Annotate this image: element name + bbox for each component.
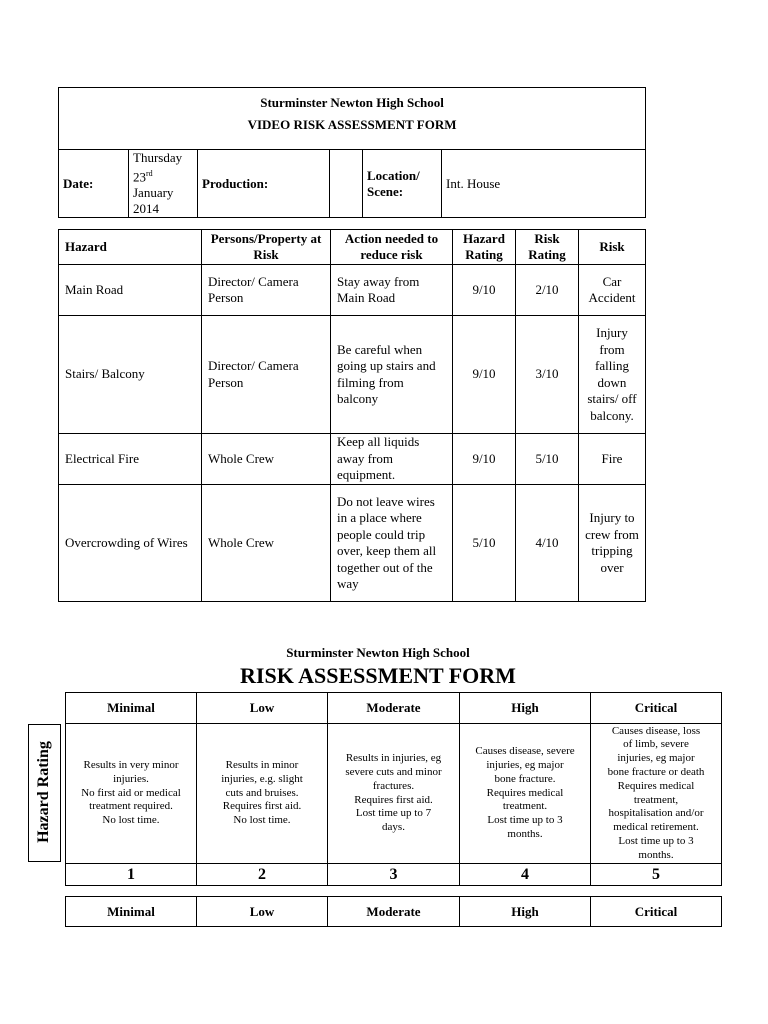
date-value: Thursday 23rd January 2014 [129, 150, 198, 218]
header-persons: Persons/Property at Risk [202, 230, 331, 265]
cell-risk-rating: 3/10 [516, 316, 579, 434]
rating-number-4: 4 [460, 864, 591, 886]
date-label: Date: [59, 150, 129, 218]
bottom-level-critical: Critical [591, 897, 722, 927]
rating-number-2: 2 [197, 864, 328, 886]
desc-critical: Causes disease, loss of limb, severe injuries, eg major bone fracture or death Requires medical treatment, hospitalisation and/or medical retirement. Lost time up to 3 months. [591, 724, 722, 864]
cell-hazard-rating: 9/10 [453, 316, 516, 434]
bottom-level-minimal: Minimal [66, 897, 197, 927]
cell-hazard: Electrical Fire [59, 434, 202, 485]
cell-hazard-rating: 5/10 [453, 485, 516, 602]
cell-hazard: Overcrowding of Wires [59, 485, 202, 602]
cell-risk-rating: 4/10 [516, 485, 579, 602]
school-name: Sturminster Newton High School [59, 88, 646, 112]
level-high: High [460, 693, 591, 724]
cell-persons: Whole Crew [202, 485, 331, 602]
desc-moderate: Results in injuries, eg severe cuts and minor fractures. Requires first aid. Lost time up to 7 days. [328, 724, 460, 864]
level-minimal: Minimal [66, 693, 197, 724]
header-hazard-rating: Hazard Rating [453, 230, 516, 265]
school-name-2: Sturminster Newton High School [286, 645, 470, 660]
cell-risk: Injury from falling down stairs/ off balcony. [579, 316, 646, 434]
level-low: Low [197, 693, 328, 724]
cell-action: Keep all liquids away from equipment. [331, 434, 453, 485]
header-risk: Risk [579, 230, 646, 265]
cell-hazard: Main Road [59, 265, 202, 316]
desc-low: Results in minor injuries, e.g. slight cuts and bruises. Requires first aid. No lost time. [197, 724, 328, 864]
bottom-level-moderate: Moderate [328, 897, 460, 927]
cell-risk: Injury to crew from tripping over [579, 485, 646, 602]
cell-risk-rating: 2/10 [516, 265, 579, 316]
risk-form-title: RISK ASSESSMENT FORM [240, 663, 516, 688]
bottom-level-high: High [460, 897, 591, 927]
bottom-level-low: Low [197, 897, 328, 927]
cell-persons: Whole Crew [202, 434, 331, 485]
hazard-rating-table [65, 692, 722, 886]
cell-risk: Fire [579, 434, 646, 485]
production-value [330, 150, 363, 218]
cell-risk-rating: 5/10 [516, 434, 579, 485]
cell-action: Be careful when going up stairs and filming from balcony [331, 316, 453, 434]
hazard-rating-side-label: Hazard Rating [34, 741, 52, 843]
table-row [59, 434, 646, 485]
cell-action: Stay away from Main Road [331, 265, 453, 316]
desc-minimal: Results in very minor injuries. No first aid or medical treatment required. No lost time. [66, 724, 197, 864]
cell-hazard-rating: 9/10 [453, 265, 516, 316]
header-hazard: Hazard [59, 230, 202, 265]
rating-number-5: 5 [591, 864, 722, 886]
table-row [59, 316, 646, 434]
header-risk-rating: Risk Rating [516, 230, 579, 265]
cell-action: Do not leave wires in a place where people could trip over, keep them all together out of the way [331, 485, 453, 602]
header-action: Action needed to reduce risk [331, 230, 453, 265]
rating-number-1: 1 [66, 864, 197, 886]
cell-hazard: Stairs/ Balcony [59, 316, 202, 434]
table-row [59, 485, 646, 602]
production-label: Production: [198, 150, 330, 218]
level-critical: Critical [591, 693, 722, 724]
location-value: Int. House [442, 150, 646, 218]
form-title: VIDEO RISK ASSESSMENT FORM [59, 111, 646, 150]
table-row [59, 265, 646, 316]
location-label: Location/ Scene: [363, 150, 442, 218]
bottom-levels-table [65, 896, 722, 927]
cell-risk: Car Accident [579, 265, 646, 316]
cell-persons: Director/ Camera Person [202, 316, 331, 434]
cell-hazard-rating: 9/10 [453, 434, 516, 485]
hazard-table [58, 229, 646, 602]
cell-persons: Director/ Camera Person [202, 265, 331, 316]
rating-number-3: 3 [328, 864, 460, 886]
level-moderate: Moderate [328, 693, 460, 724]
desc-high: Causes disease, severe injuries, eg major bone fracture. Requires medical treatment. Lost time up to 3 months. [460, 724, 591, 864]
video-form-header-table [58, 87, 646, 218]
